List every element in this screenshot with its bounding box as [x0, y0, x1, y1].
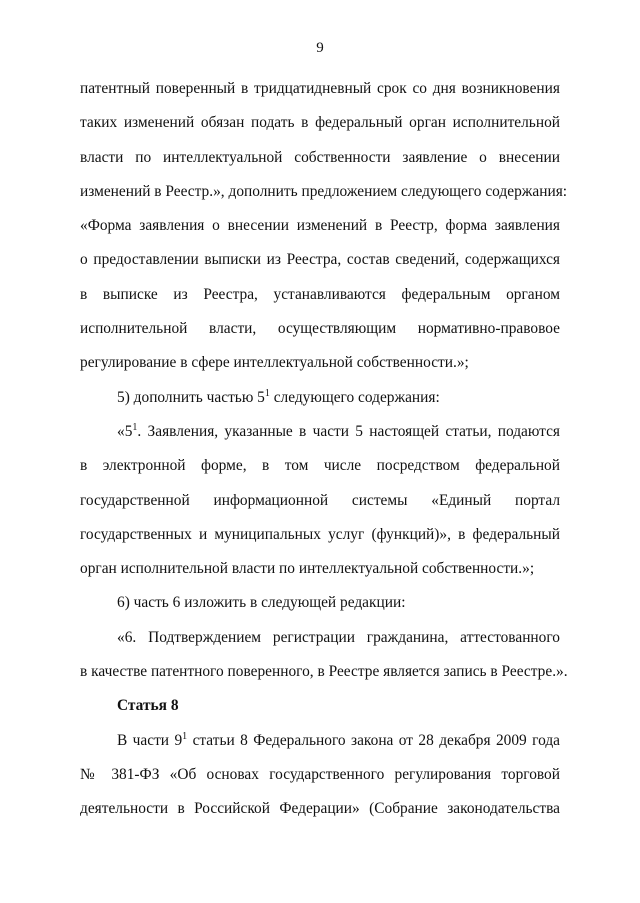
part-5-1-first-line	[80, 415, 560, 449]
text-line: «6. Подтверждением регистрации гражданина, аттестованного	[117, 628, 560, 646]
text-line: орган исполнительной власти по интеллектуальной собственности.»;	[80, 560, 535, 578]
text-fragment: следующего содержания:	[269, 388, 440, 406]
text-line: в качестве патентного поверенного, в Реестре является запись в Реестре.».	[80, 663, 568, 681]
text-line: исполнительной власти, осуществляющим нормативно-правовое	[80, 320, 560, 338]
text-line: «Форма заявления о внесении изменений в Реестр, форма заявления	[80, 217, 560, 235]
text-fragment: . Заявления, указанные в части 5 настоящей статьи, подаются	[137, 422, 560, 440]
text-line: деятельности в Российской Федерации» (Собрание законодательства	[80, 800, 560, 818]
article-8-first-line	[80, 724, 560, 758]
superscript: 1	[132, 421, 138, 433]
text-line: в электронной форме, в том числе посредством федеральной	[80, 457, 560, 475]
text-fragment: «5	[117, 422, 133, 440]
text-line: регулирование в сфере интеллектуальной собственности.»;	[80, 354, 469, 372]
text-line: государственной информационной системы «Единый портал	[80, 491, 560, 509]
item-5-intro	[80, 381, 560, 415]
text-line: патентный поверенный в тридцатидневный срок со дня возникновения	[80, 80, 560, 97]
text-fragment: В части 9	[117, 731, 183, 749]
text-fragment: 5) дополнить частью 5	[117, 388, 265, 406]
text-line: таких изменений обязан подать в федеральный орган исполнительной	[80, 114, 560, 132]
text-line: о предоставлении выписки из Реестра, состав сведений, содержащихся	[80, 251, 560, 269]
item-6-intro: 6) часть 6 изложить в следующей редакции:	[117, 594, 406, 612]
article-heading: Статья 8	[117, 697, 179, 715]
superscript: 1	[182, 730, 188, 742]
text-line: изменений в Реестр.», дополнить предложением следующего содержания:	[80, 182, 568, 200]
text-line: власти по интеллектуальной собственности заявление о внесении	[80, 148, 560, 166]
text-line: № 381-ФЗ «Об основах государственного регулирования торговой	[80, 765, 560, 783]
text-fragment: статьи 8 Федерального закона от 28 декабря 2009 года	[187, 731, 560, 749]
document-body	[80, 72, 568, 827]
text-line: в выписке из Реестра, устанавливаются федеральным органом	[80, 285, 560, 303]
page-number: 9	[316, 40, 324, 56]
superscript: 1	[264, 387, 270, 399]
text-line: государственных и муниципальных услуг (функций)», в федеральный	[80, 525, 560, 543]
